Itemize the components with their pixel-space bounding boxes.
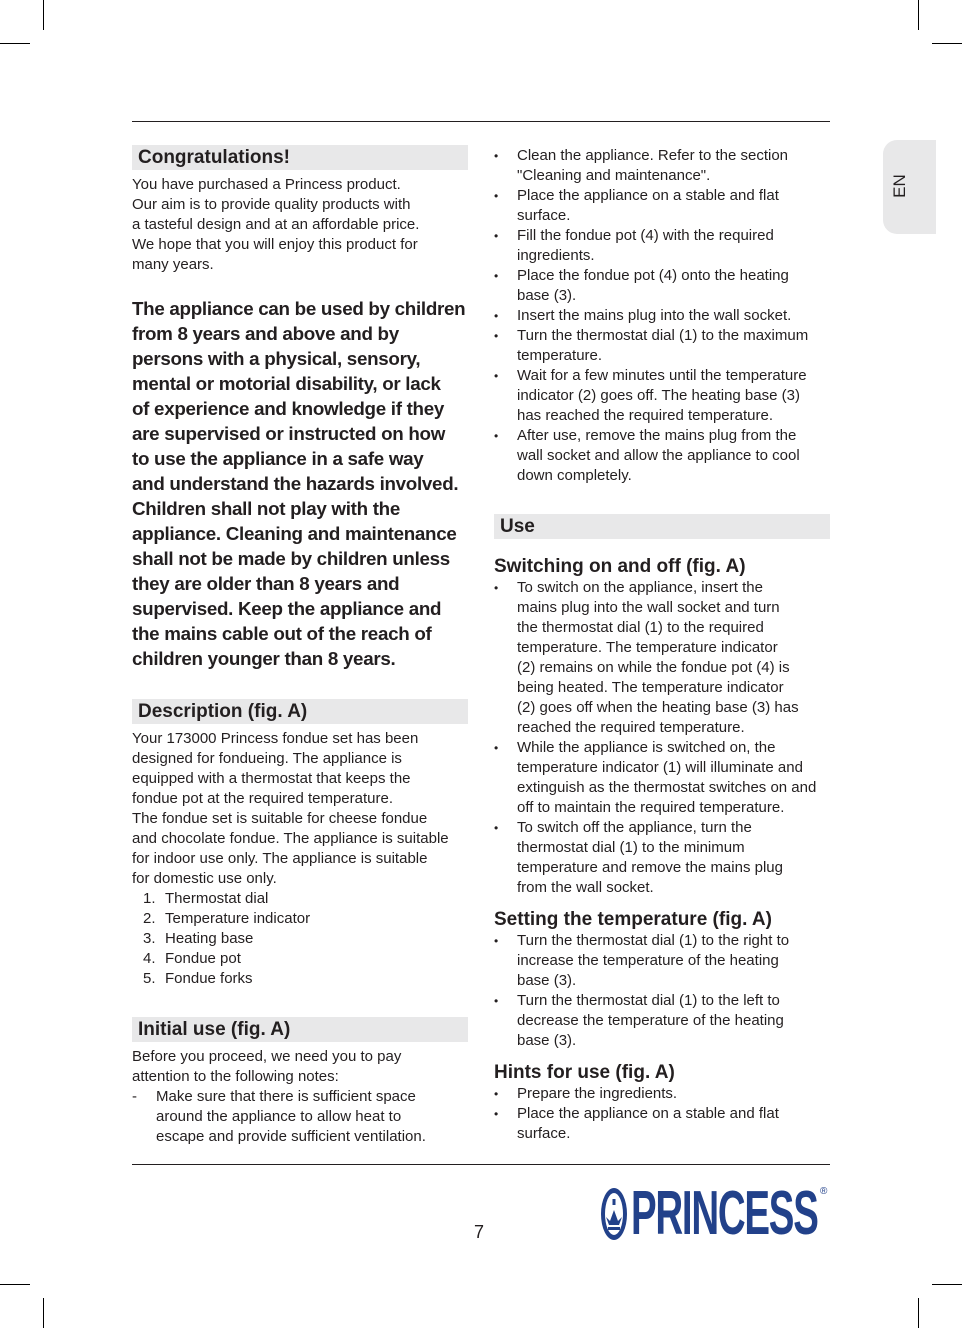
- list-marker: 2.: [143, 910, 156, 927]
- text-line: Fondue forks: [165, 970, 253, 987]
- crop-mark: [43, 1298, 44, 1328]
- language-label: EN: [889, 174, 909, 198]
- crop-mark: [0, 1284, 30, 1285]
- list-marker: 1.: [143, 890, 156, 907]
- text-line: attention to the following notes:: [132, 1068, 339, 1085]
- bullet-icon: •: [494, 369, 499, 383]
- list-item: [494, 818, 830, 898]
- registered-mark: ®: [820, 1186, 828, 1197]
- section-heading: Congratulations!: [132, 145, 468, 170]
- numbered-list: [132, 889, 468, 989]
- bullet-icon: •: [494, 229, 499, 243]
- section-heading: Use: [494, 514, 830, 539]
- text-line: (2) goes off when the heating base (3) has: [517, 699, 799, 716]
- bottom-rule: [132, 1164, 830, 1165]
- text-line: around the appliance to allow heat to: [156, 1108, 402, 1125]
- bullet-icon: •: [494, 821, 499, 835]
- text-line: many years.: [132, 256, 214, 273]
- bullet-list: [132, 1087, 468, 1147]
- text-line: persons with a physical, sensory,: [132, 348, 421, 369]
- text-line: surface.: [517, 207, 571, 224]
- list-item: [132, 969, 468, 989]
- bullet-icon: •: [494, 189, 499, 203]
- text-line: thermostat dial (1) to the minimum: [517, 839, 745, 856]
- text-line: Fill the fondue pot (4) with the required: [517, 227, 774, 244]
- text-line: To switch on the appliance, insert the: [517, 579, 763, 596]
- text-line: We hope that you will enjoy this product for: [132, 236, 418, 253]
- subsection-heading: Setting the temperature (fig. A): [494, 909, 772, 930]
- text-line: Clean the appliance. Refer to the section: [517, 147, 789, 164]
- text-line: surface.: [517, 1125, 571, 1142]
- brand-wordmark: PRINCESS: [631, 1179, 818, 1248]
- text-line: for indoor use only. The appliance is suitable: [132, 850, 428, 867]
- text-line: Turn the thermostat dial (1) to the maximum: [517, 327, 809, 344]
- bullet-icon: •: [494, 1107, 499, 1121]
- left-column: [132, 145, 468, 1147]
- text-line: Prepare the ingredients.: [517, 1085, 678, 1102]
- list-item: [132, 909, 468, 929]
- subsection-heading: Switching on and off (fig. A): [494, 556, 746, 577]
- text-line: Children shall not play with the: [132, 498, 400, 519]
- list-item: [494, 306, 830, 326]
- text-line: Turn the thermostat dial (1) to the left to: [517, 992, 780, 1009]
- list-item: [494, 738, 830, 818]
- list-item: [132, 889, 468, 909]
- text-line: Fondue pot: [165, 950, 241, 967]
- list-item: [132, 1087, 468, 1147]
- crown-emblem-icon: [600, 1186, 628, 1242]
- crop-mark: [918, 1298, 919, 1328]
- bullet-icon: •: [494, 741, 499, 755]
- list-item: [494, 266, 830, 306]
- text-line: wall socket and allow the appliance to cool: [517, 447, 800, 464]
- text-line: While the appliance is switched on, the: [517, 739, 776, 756]
- list-item: [494, 1104, 830, 1144]
- text-line: Turn the thermostat dial (1) to the right to: [517, 932, 790, 949]
- text-line: from the wall socket.: [517, 879, 654, 896]
- bullet-icon: •: [494, 581, 499, 595]
- text-line: temperature indicator (1) will illuminate and: [517, 759, 803, 776]
- text-line: supervised. Keep the appliance and: [132, 598, 442, 619]
- list-item: [494, 426, 830, 486]
- text-line: and chocolate fondue. The appliance is suitable: [132, 830, 449, 847]
- crop-mark: [918, 0, 919, 30]
- bullet-icon: •: [494, 149, 499, 163]
- bullet-list: [494, 146, 830, 486]
- crop-mark: [43, 0, 44, 30]
- text-line: has reached the required temperature.: [517, 407, 773, 424]
- text-line: mains plug into the wall socket and turn: [517, 599, 780, 616]
- list-item: [494, 186, 830, 226]
- text-line: Insert the mains plug into the wall socket.: [517, 307, 792, 324]
- page-number: 7: [474, 1222, 485, 1242]
- text-line: Heating base: [165, 930, 254, 947]
- crop-mark: [932, 1284, 962, 1285]
- bullet-icon: •: [494, 1087, 499, 1101]
- bullet-icon: •: [494, 934, 499, 948]
- text-line: You have purchased a Princess product.: [132, 176, 401, 193]
- text-line: designed for fondueing. The appliance is: [132, 750, 402, 767]
- crop-mark: [0, 43, 30, 44]
- text-line: for domestic use only.: [132, 870, 277, 887]
- text-line: "Cleaning and maintenance".: [517, 167, 711, 184]
- text-line: base (3).: [517, 1032, 577, 1049]
- list-item: [494, 578, 830, 738]
- text-line: (2) remains on while the fondue pot (4) is: [517, 659, 790, 676]
- text-line: Make sure that there is sufficient space: [156, 1088, 416, 1105]
- text-line: decrease the temperature of the heating: [517, 1012, 784, 1029]
- crop-mark: [932, 43, 962, 44]
- list-marker: -: [132, 1088, 137, 1105]
- list-item: [494, 991, 830, 1051]
- list-item: [494, 326, 830, 366]
- text-line: extinguish as the thermostat switches on and: [517, 779, 817, 796]
- text-line: reached the required temperature.: [517, 719, 745, 736]
- text-line: to use the appliance in a safe way: [132, 448, 424, 469]
- text-line: base (3).: [517, 972, 577, 989]
- text-line: they are older than 8 years and: [132, 573, 400, 594]
- safety-warning: [132, 296, 468, 671]
- text-line: temperature and remove the mains plug: [517, 859, 783, 876]
- text-line: Place the appliance on a stable and flat: [517, 187, 779, 204]
- text-line: Place the fondue pot (4) onto the heating: [517, 267, 789, 284]
- paragraph: [132, 175, 468, 275]
- paragraph: [132, 1047, 468, 1087]
- text-line: of experience and knowledge if they: [132, 398, 444, 419]
- subsection-heading: Hints for use (fig. A): [494, 1062, 675, 1083]
- text-line: fondue pot at the required temperature.: [132, 790, 394, 807]
- language-tab: [883, 140, 936, 234]
- bullet-icon: •: [494, 269, 499, 283]
- text-line: from 8 years and above and by: [132, 323, 399, 344]
- text-line: Our aim is to provide quality products with: [132, 196, 411, 213]
- text-line: temperature. The temperature indicator: [517, 639, 778, 656]
- top-rule: [132, 121, 830, 122]
- text-line: Wait for a few minutes until the temperature: [517, 367, 807, 384]
- text-line: Place the appliance on a stable and flat: [517, 1105, 779, 1122]
- bullet-list: [494, 578, 830, 898]
- section-heading: Description (fig. A): [132, 699, 468, 724]
- section-heading: Initial use (fig. A): [132, 1017, 468, 1042]
- text-line: base (3).: [517, 287, 577, 304]
- text-line: being heated. The temperature indicator: [517, 679, 784, 696]
- bullet-list: [494, 1084, 830, 1144]
- list-item: [494, 366, 830, 426]
- list-marker: 3.: [143, 930, 156, 947]
- bullet-icon: •: [494, 309, 499, 323]
- list-item: [132, 929, 468, 949]
- list-item: [494, 1084, 830, 1104]
- text-line: Temperature indicator: [165, 910, 311, 927]
- text-line: Thermostat dial: [165, 890, 269, 907]
- text-line: children younger than 8 years.: [132, 648, 396, 669]
- text-line: shall not be made by children unless: [132, 548, 450, 569]
- text-line: After use, remove the mains plug from the: [517, 427, 797, 444]
- text-line: a tasteful design and at an affordable price.: [132, 216, 420, 233]
- text-line: temperature.: [517, 347, 603, 364]
- text-line: Your 173000 Princess fondue set has been: [132, 730, 419, 747]
- text-line: indicator (2) goes off. The heating base (3): [517, 387, 800, 404]
- text-line: increase the temperature of the heating: [517, 952, 779, 969]
- text-line: The fondue set is suitable for cheese fondue: [132, 810, 428, 827]
- bullet-icon: •: [494, 329, 499, 343]
- text-line: ingredients.: [517, 247, 595, 264]
- text-line: the thermostat dial (1) to the required: [517, 619, 764, 636]
- paragraph: [132, 729, 468, 889]
- text-line: the mains cable out of the reach of: [132, 623, 432, 644]
- text-line: escape and provide sufficient ventilation.: [156, 1128, 426, 1145]
- bullet-icon: •: [494, 429, 499, 443]
- right-column: [494, 146, 830, 1144]
- text-line: The appliance can be used by children: [132, 298, 466, 319]
- list-item: [494, 931, 830, 991]
- text-line: are supervised or instructed on how: [132, 423, 446, 444]
- text-line: Before you proceed, we need you to pay: [132, 1048, 402, 1065]
- list-item: [494, 146, 830, 186]
- text-line: mental or motorial disability, or lack: [132, 373, 441, 394]
- list-marker: 5.: [143, 970, 156, 987]
- text-line: and understand the hazards involved.: [132, 473, 459, 494]
- princess-logo: [600, 1179, 828, 1248]
- text-line: equipped with a thermostat that keeps the: [132, 770, 411, 787]
- text-line: down completely.: [517, 467, 632, 484]
- text-line: To switch off the appliance, turn the: [517, 819, 752, 836]
- text-line: off to maintain the required temperature.: [517, 799, 785, 816]
- list-item: [132, 949, 468, 969]
- bullet-icon: •: [494, 994, 499, 1008]
- bullet-list: [494, 931, 830, 1051]
- list-marker: 4.: [143, 950, 156, 967]
- list-item: [494, 226, 830, 266]
- text-line: appliance. Cleaning and maintenance: [132, 523, 457, 544]
